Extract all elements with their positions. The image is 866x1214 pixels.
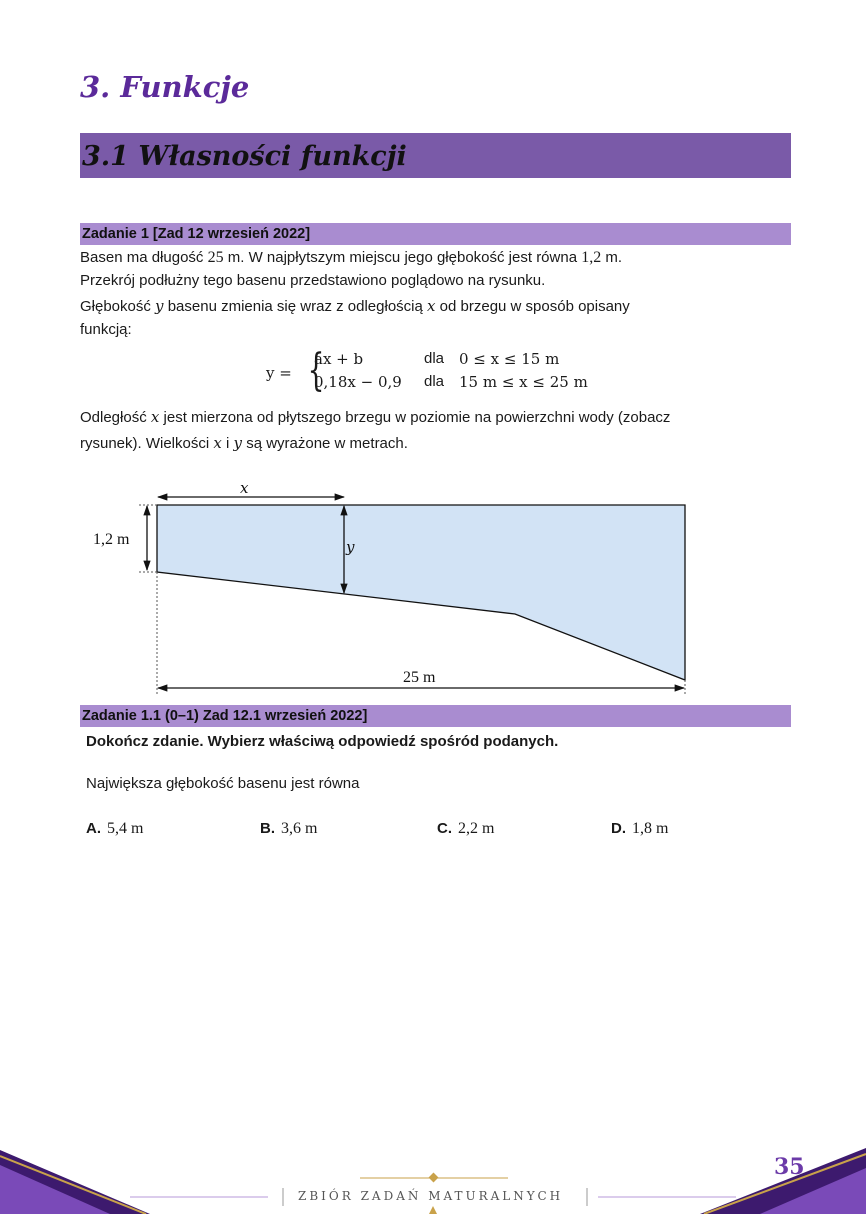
section-title: 3.1 Własności funkcji	[82, 141, 407, 172]
task-header: Zadanie 1 [Zad 12 wrzesień 2022]	[80, 223, 791, 245]
task-intro-line-1: Basen ma długość 25 m. W najpłytszym miejscu jego głębokość jest równa 1,2 m.	[80, 249, 623, 266]
label-depth: 1,2 m	[93, 531, 130, 548]
answer-options	[0, 820, 866, 844]
subtask-header: Zadanie 1.1 (0–1) Zad 12.1 wrzesień 2022]	[80, 705, 791, 727]
subtask-instruction: Dokończ zdanie. Wybierz właściwą odpowiedź spośród podanych.	[86, 733, 559, 750]
task-intro-line-4: funkcją:	[80, 321, 132, 338]
label-length: 25 m	[403, 669, 436, 686]
answer-b[interactable]: B. 3,6 m	[260, 820, 318, 837]
subtask-question: Największa głębokość basenu jest równa	[86, 775, 360, 792]
answer-a[interactable]: A. 5,4 m	[86, 820, 144, 837]
answer-d[interactable]: D. 1,8 m	[611, 820, 669, 837]
footer-decoration	[0, 1148, 866, 1214]
task-after-line-1: Odległość x jest mierzona od płytszego brzegu w poziomie na powierzchni wody (zobacz	[80, 408, 671, 426]
footer-diamond	[429, 1173, 439, 1183]
formula-lhs: y =	[266, 364, 292, 382]
chapter-title: 3. Funkcje	[80, 70, 250, 104]
task-after-line-2: rysunek). Wielkości x i y są wyrażone w metrach.	[80, 434, 408, 452]
piecewise-formula: y = { ax + b dla 0 ≤ x ≤ 15 m 0,18x − 0,9 dla 15 m ≤ x ≤ 25 m	[266, 345, 588, 396]
label-y: y	[346, 538, 355, 556]
answer-c[interactable]: C. 2,2 m	[437, 820, 495, 837]
page-number: 35	[774, 1154, 805, 1180]
footer-bottom-mark	[429, 1206, 437, 1214]
pool-water	[157, 505, 685, 680]
task-intro-line-2: Przekrój podłużny tego basenu przedstawiono poglądowo na rysunku.	[80, 272, 546, 289]
label-x: x	[240, 479, 249, 497]
task-intro-line-3: Głębokość y basenu zmienia się wraz z odległością x od brzegu w sposób opisany	[80, 297, 630, 315]
formula-brace: {	[307, 345, 325, 396]
footer-book-title: ZBIÓR ZADAŃ MATURALNYCH	[298, 1189, 564, 1203]
